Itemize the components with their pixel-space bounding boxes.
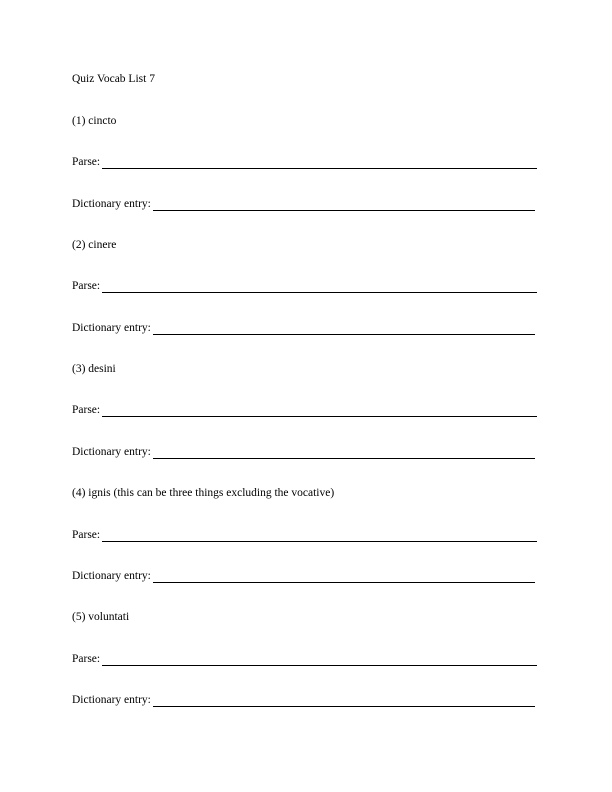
dictionary-answer-line-1[interactable] — [153, 199, 535, 211]
item-heading-2: (2) cinere — [72, 239, 117, 251]
dictionary-label: Dictionary entry: — [72, 694, 151, 706]
dictionary-answer-line-3[interactable] — [153, 447, 535, 459]
parse-row-3 — [72, 403, 537, 417]
dictionary-label: Dictionary entry: — [72, 198, 151, 210]
page-title-text: Quiz Vocab List 7 — [72, 73, 155, 85]
parse-row-4 — [72, 528, 537, 542]
parse-label: Parse: — [72, 529, 101, 541]
dictionary-label: Dictionary entry: — [72, 446, 151, 458]
parse-answer-line-1[interactable] — [102, 157, 537, 169]
item-heading-4: (4) ignis (this can be three things excluding the vocative) — [72, 487, 335, 499]
item-heading-1: (1) cincto — [72, 115, 117, 127]
parse-answer-line-3[interactable] — [102, 405, 537, 417]
item-heading-5: (5) voluntati — [72, 611, 130, 623]
dictionary-row-5 — [72, 693, 537, 707]
dictionary-answer-line-5[interactable] — [153, 695, 535, 707]
parse-label: Parse: — [72, 156, 101, 168]
parse-label: Parse: — [72, 653, 101, 665]
parse-answer-line-4[interactable] — [102, 530, 537, 542]
dictionary-row-3 — [72, 445, 537, 459]
dictionary-answer-line-4[interactable] — [153, 571, 535, 583]
parse-row-5 — [72, 652, 537, 666]
dictionary-row-4 — [72, 569, 537, 583]
dictionary-row-1 — [72, 197, 537, 211]
dictionary-label: Dictionary entry: — [72, 322, 151, 334]
parse-row-1 — [72, 155, 537, 169]
item-heading-3: (3) desini — [72, 363, 116, 375]
parse-row-2 — [72, 279, 537, 293]
dictionary-answer-line-2[interactable] — [153, 323, 535, 335]
parse-label: Parse: — [72, 280, 101, 292]
parse-answer-line-2[interactable] — [102, 281, 537, 293]
parse-label: Parse: — [72, 404, 101, 416]
dictionary-row-2 — [72, 321, 537, 335]
page-title — [72, 72, 537, 86]
dictionary-label: Dictionary entry: — [72, 570, 151, 582]
parse-answer-line-5[interactable] — [102, 654, 537, 666]
